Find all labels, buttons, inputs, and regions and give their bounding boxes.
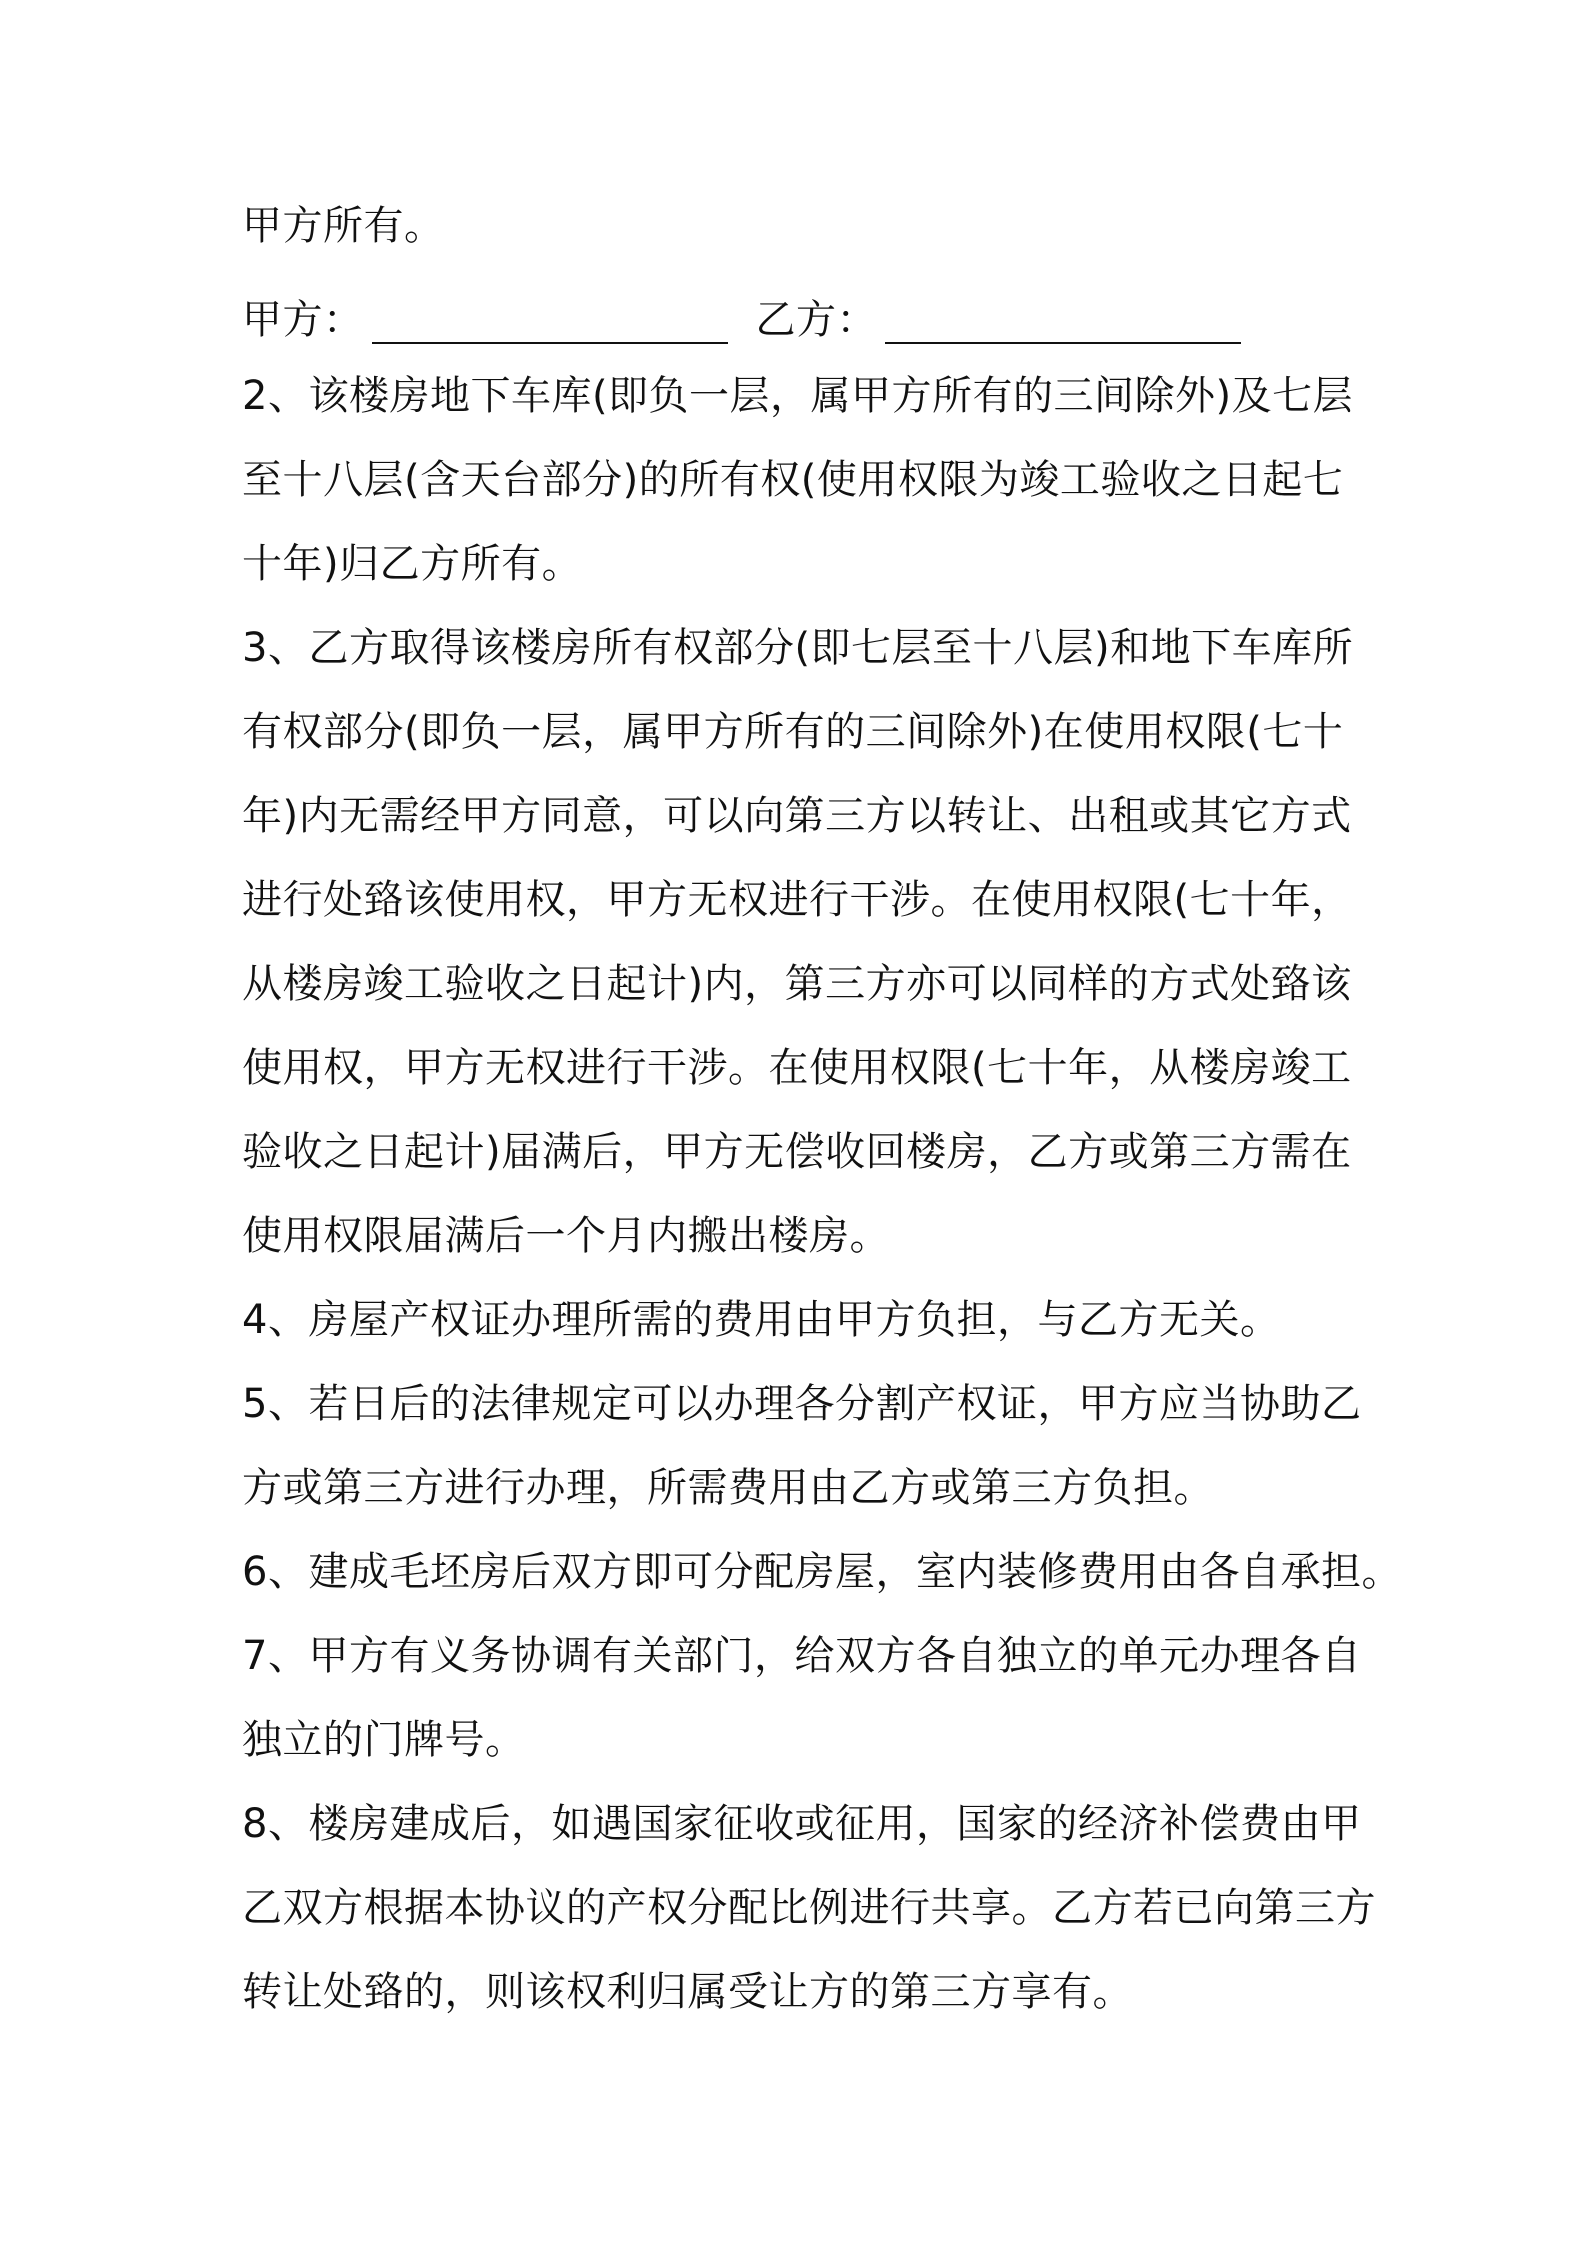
text-line: 使用权限届满后一个月内搬出楼房。 [242,1213,890,1259]
text-line: 十年)归乙方所有。 [242,541,583,587]
text-line: 乙双方根据本协议的产权分配比例进行共享。乙方若已向第三方 [242,1885,1376,1931]
text-line: 进行处臵该使用权，甲方无权进行干涉。在使用权限(七十年， [242,877,1352,923]
text-line: 年)内无需经甲方同意，可以向第三方以转让、出租或其它方式 [242,793,1352,839]
text-line: 3、乙方取得该楼房所有权部分(即七层至十八层)和地下车库所 [242,625,1354,671]
text-line: 5、若日后的法律规定可以办理各分割产权证，甲方应当协助乙 [242,1381,1362,1427]
text-line: 独立的门牌号。 [242,1717,526,1763]
text-line: 验收之日起计)届满后，甲方无偿收回楼房，乙方或第三方需在 [242,1129,1352,1175]
text-line: 转让处臵的，则该权利归属受让方的第三方享有。 [242,1969,1133,2015]
party-a-label: 甲方： [242,297,364,343]
party-a-signature-blank [372,302,728,344]
text-line: 至十八层(含天台部分)的所有权(使用权限为竣工验收之日起七 [242,457,1344,503]
text-line: 2、该楼房地下车库(即负一层，属甲方所有的三间除外)及七层 [242,373,1354,419]
text-line: 方或第三方进行办理，所需费用由乙方或第三方负担。 [242,1465,1214,1511]
text-line: 使用权，甲方无权进行干涉。在使用权限(七十年，从楼房竣工 [242,1045,1352,1091]
text-line: 从楼房竣工验收之日起计)内，第三方亦可以同样的方式处臵该 [242,961,1352,1007]
text-line: 有权部分(即负一层，属甲方所有的三间除外)在使用权限(七十 [242,709,1344,755]
text-line: 7、甲方有义务协调有关部门，给双方各自独立的单元办理各自 [242,1633,1362,1679]
party-b-signature-blank [885,302,1241,344]
text-line: 6、建成毛坯房后双方即可分配房屋，室内装修费用由各自承担。 [242,1549,1402,1595]
party-b-label: 乙方： [755,297,877,343]
text-line: 8、楼房建成后，如遇国家征收或征用，国家的经济补偿费由甲 [242,1801,1362,1847]
signature-line [242,296,1269,344]
text-line: 4、房屋产权证办理所需的费用由甲方负担，与乙方无关。 [242,1297,1281,1343]
carryover-line: 甲方所有。 [242,203,445,249]
